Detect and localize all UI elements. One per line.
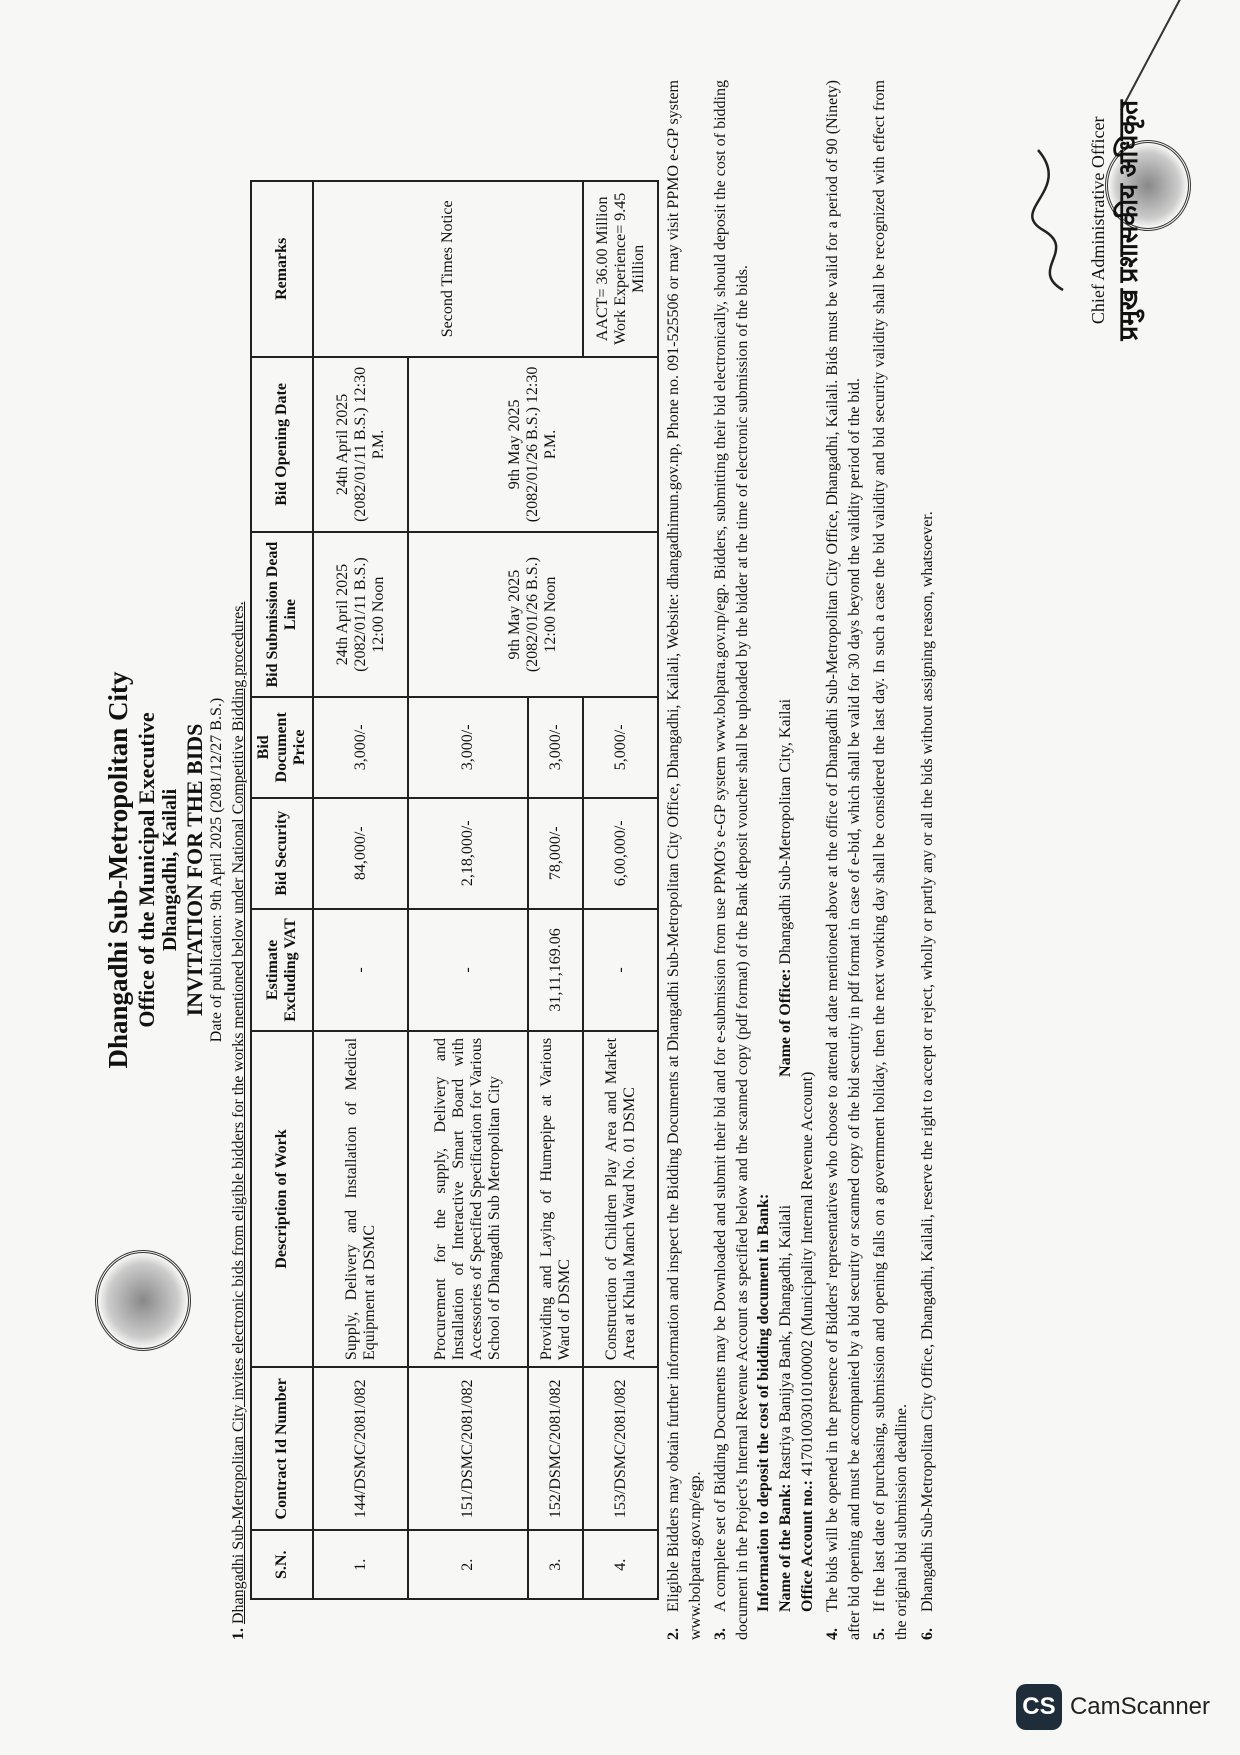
cell-opening: 24th April 2025 (2082/01/11 B.S.) 12:30 P.M.	[313, 357, 408, 533]
cell-deadline: 24th April 2025 (2082/01/11 B.S.) 12:00 Noon	[313, 532, 408, 697]
cell-contract-id: 144/DSMC/2081/082	[313, 1367, 408, 1530]
city-name: Dhangadhi Sub-Metropolitan City	[103, 671, 133, 1069]
account-line	[797, 80, 819, 1612]
cell-security: 6,00,000/-	[583, 798, 658, 909]
cell-sn: 4.	[583, 1531, 658, 1600]
paragraph-text: Dhangadhi Sub-Metropolitan City Office, Dhangadhi, Kailali, reserve the right to accept or reject, wholly or partly any or all the bids without assigning reason, whatsoever.	[918, 511, 936, 1612]
paragraph-text: A complete set of Bidding Documents may be Downloaded and submit their bid and for e-submission from use PPMO's e-GP system www.bolpatra.gov.np/egp. Bidders, submitting their bid electronically, should deposit the cost of bidding document in the Project's Internal Revenue Account as specified below and the scanned copy (pdf format) of the Bank deposit voucher shall be uploaded by the bidder at the time of electronic submission of the bids.	[712, 80, 751, 1640]
bank-line	[775, 80, 797, 1612]
cell-description: Providing and Laying of Humepipe at Various Ward of DSMC	[528, 1031, 583, 1367]
cell-deadline: 9th May 2025 (2082/01/26 B.S.) 12:00 Noon	[408, 532, 658, 697]
bank-name: Rastriya Banijya Bank, Dhangadhi, Kailali	[777, 1204, 794, 1480]
cell-security: 84,000/-	[313, 798, 408, 909]
signature-block	[1023, 100, 1145, 341]
cell-remarks: AACT= 36.00 Million Work Experience= 9.45 Million	[583, 181, 658, 357]
paragraph-number: 4.	[824, 1628, 842, 1640]
cell-remarks: Second Times Notice	[313, 181, 583, 357]
cell-sn: 1.	[313, 1531, 408, 1600]
col-document-price: Bid Document Price	[251, 697, 313, 798]
table-row	[408, 181, 528, 1599]
account-label: Office Account no.:	[798, 1480, 816, 1612]
office-location: Dhangadhi, Kailali	[159, 788, 182, 952]
cell-estimate: -	[313, 909, 408, 1031]
intro-paragraph	[230, 60, 248, 1640]
col-opening-date: Bid Opening Date	[251, 357, 313, 533]
table-row	[313, 181, 408, 1599]
cell-estimate: -	[408, 909, 528, 1031]
paragraph-number: 6.	[918, 1628, 936, 1640]
bank-info-title: Information to deposit the cost of bidding document in Bank:	[755, 1193, 773, 1612]
cell-contract-id: 151/DSMC/2081/082	[408, 1367, 528, 1530]
cell-security: 2,18,000/-	[408, 798, 528, 909]
intro-text: Dhangadhi Sub-Metropolitan City invites electronic bids from eligible bidders for the works mentioned below under National Competitive Bidding procedures.	[230, 601, 248, 1624]
cell-price: 3,000/-	[313, 697, 408, 798]
cell-description: Construction of Children Play Area and Market Area at Khula Manch Ward No. 01 DSMC	[583, 1031, 658, 1367]
office-name-label: Name of Office:	[777, 968, 794, 1077]
paragraph-5	[869, 80, 912, 1640]
cell-sn: 3.	[528, 1531, 583, 1600]
notice-sheet	[95, 60, 1155, 1680]
office-name: Office of the Municipal Executive	[134, 712, 160, 1028]
col-sn: S.N.	[251, 1531, 313, 1600]
notice-header	[103, 60, 226, 1680]
cell-sn: 2.	[408, 1531, 528, 1600]
cell-price: 3,000/-	[528, 697, 583, 798]
paragraph-2	[663, 80, 706, 1640]
cell-description: Supply, Delivery and Installation of Medical Equipment at DSMC	[313, 1031, 408, 1367]
bank-name-label: Name of the Bank:	[777, 1483, 794, 1612]
cell-estimate: -	[583, 909, 658, 1031]
bids-table	[250, 180, 659, 1600]
camscanner-brand: CamScanner	[1069, 1693, 1210, 1720]
paragraph-text: Eligible Bidders may obtain further information and inspect the Bidding Documents at Dhangadhi Sub-Metropolitan City Office, Dhangadhi, Kailali, Website: dhangadhimun.gov.np, Phone no. 091-525506 or may visit PPMO e-GP system www.bolpatra.gov.np/egp.	[665, 80, 704, 1640]
col-estimate: Estimate Excluding VAT	[251, 909, 313, 1031]
office-name-value: Dhangadhi Sub-Metropolitan City, Kailai	[777, 698, 794, 965]
cell-price: 5,000/-	[583, 697, 658, 798]
cell-contract-id: 153/DSMC/2081/082	[583, 1367, 658, 1530]
intro-number: 1.	[230, 1628, 248, 1640]
col-bid-security: Bid Security	[251, 798, 313, 909]
cell-estimate: 31,11,169.06	[528, 909, 583, 1031]
account-value: 41701003010100002 (Municipality Internal Revenue Account)	[798, 1071, 816, 1477]
col-submission-deadline: Bid Submission Dead Line	[251, 532, 313, 697]
signatory-title: Chief Administrative Officer	[1088, 116, 1108, 325]
col-description: Description of Work	[251, 1031, 313, 1367]
paragraph-6	[917, 80, 939, 1640]
paragraph-number: 3.	[712, 1628, 730, 1640]
col-contract-id: Contract Id Number	[251, 1367, 313, 1530]
paragraph-text: The bids will be opened in the presence of Bidders' representatives who choose to attend at date mentioned above at the office of Dhangadhi Sub-Metropolitan City Office, Dhangadhi, Kailali. Bids must be valid for a period of 90 (Ninety) after bid opening and must be accompanied by a bid security or scanned copy of the bid security in pdf format in case of e-bid, which shall be valid for 30 days beyond the validity period of the bid.	[824, 80, 863, 1640]
col-remarks: Remarks	[251, 181, 313, 357]
signatory-title-nepali: प्रमुख प्रशासकीय अधिकृत	[1114, 100, 1143, 341]
notice-title: INVITATION FOR THE BIDS	[182, 723, 208, 1017]
cell-opening: 9th May 2025 (2082/01/26 B.S.) 12:30 P.M.	[408, 357, 658, 533]
paragraph-text: If the last date of purchasing, submission and opening falls on a government holiday, then the next working day shall be considered the last day. In such a case the bid validity and bid security validity shall be recognized with effect from the original bid submission deadline.	[871, 80, 910, 1640]
cell-price: 3,000/-	[408, 697, 528, 798]
cell-security: 78,000/-	[528, 798, 583, 909]
publication-date: Date of publication: 9th April 2025 (2081/12/27 B.S.)	[207, 697, 225, 1043]
camscanner-watermark	[1016, 1684, 1210, 1730]
camscanner-logo-icon: CS	[1016, 1684, 1062, 1730]
paragraph-4	[822, 80, 865, 1640]
paragraph-number: 2.	[665, 1628, 683, 1640]
table-header-row	[251, 181, 313, 1599]
cell-description: Procurement for the supply, Delivery and Installation of Interactive Smart Board with Accessories of Specified Specification for Various School of Dhangadhi Sub Metropolitan City	[408, 1031, 528, 1367]
signature-scribble	[1023, 140, 1083, 300]
cell-contract-id: 152/DSMC/2081/082	[528, 1367, 583, 1530]
paragraph-number: 5.	[871, 1628, 889, 1640]
paragraph-3	[710, 80, 818, 1640]
